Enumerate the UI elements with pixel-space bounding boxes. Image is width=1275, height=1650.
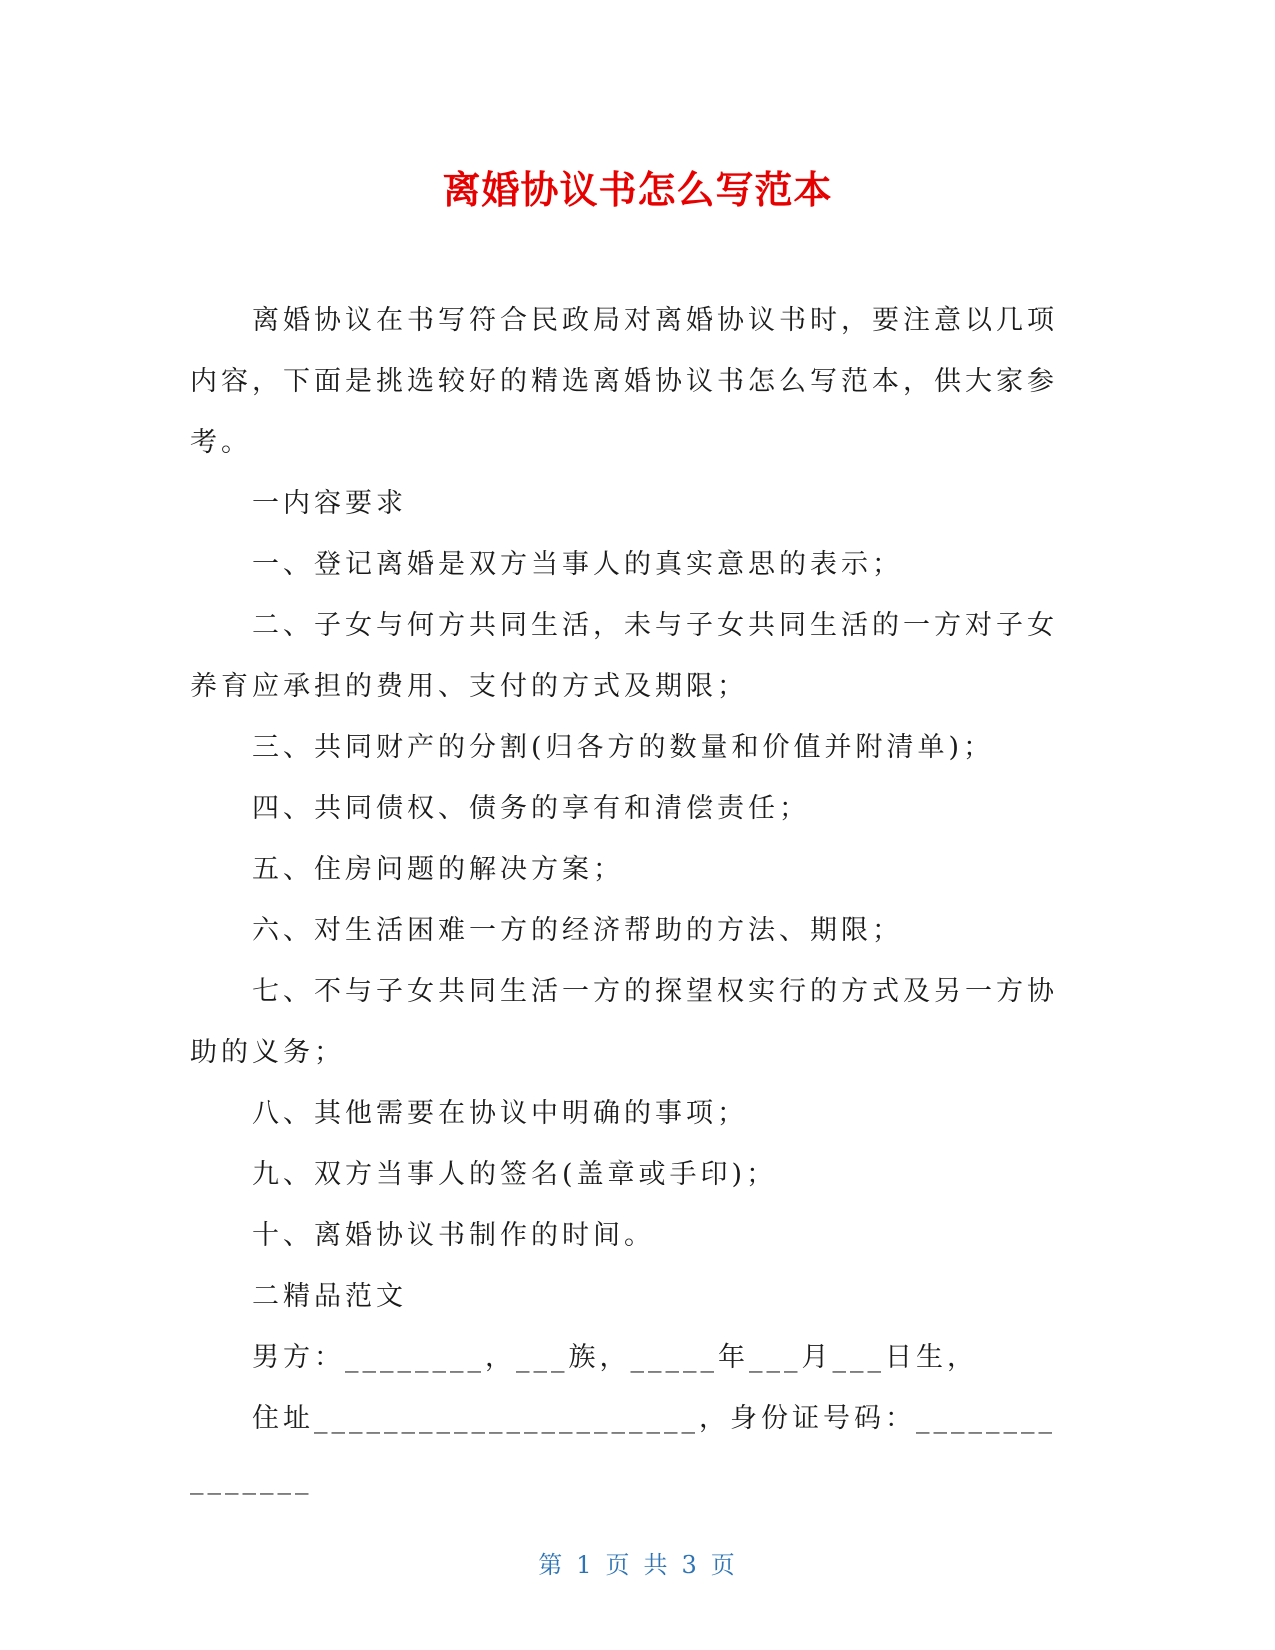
requirement-item-8: 八、其他需要在协议中明确的事项； (252, 1098, 748, 1129)
document-body (190, 290, 1065, 1510)
footer-total-pages: 3 (681, 1551, 699, 1579)
requirement-item-4: 四、共同债权、债务的享有和清偿责任； (252, 793, 810, 824)
requirement-item-1: 一、登记离婚是双方当事人的真实意思的表示； (252, 549, 903, 580)
section-heading-requirements: 一内容要求 (252, 488, 407, 519)
requirement-item-2: 二、子女与何方共同生活，未与子女共同生活的一方对子女养育应承担的费用、支付的方式及期限； (190, 610, 1058, 702)
page-footer (0, 1545, 1275, 1580)
requirement-item-9: 九、双方当事人的签名(盖章或手印)； (252, 1159, 778, 1190)
requirement-item-6: 六、对生活困难一方的经济帮助的方法、期限； (252, 915, 903, 946)
footer-page-word-end: 页 (710, 1551, 737, 1579)
footer-current-page: 1 (576, 1551, 594, 1579)
footer-total-label: 共 (643, 1551, 670, 1579)
requirement-item-5: 五、住房问题的解决方案； (252, 854, 624, 885)
footer-page-word: 页 (605, 1551, 632, 1579)
male-party-line: 男方：________，___族，_____年___月___日生， (252, 1342, 978, 1373)
requirement-item-10: 十、离婚协议书制作的时间。 (252, 1220, 655, 1251)
requirement-item-7: 七、不与子女共同生活一方的探望权实行的方式及另一方协助的义务； (190, 976, 1058, 1068)
address-id-line: 住址______________________，身份证号码：_______________ (190, 1403, 1056, 1495)
footer-page-label: 第 (538, 1551, 565, 1579)
intro-paragraph: 离婚协议在书写符合民政局对离婚协议书时，要注意以几项内容，下面是挑选较好的精选离婚协议书怎么写范本，供大家参考。 (190, 305, 1058, 458)
requirement-item-3: 三、共同财产的分割(归各方的数量和价值并附清单)； (252, 732, 995, 763)
section-heading-sample: 二精品范文 (252, 1281, 407, 1312)
document-title: 离婚协议书怎么写范本 (442, 168, 833, 212)
